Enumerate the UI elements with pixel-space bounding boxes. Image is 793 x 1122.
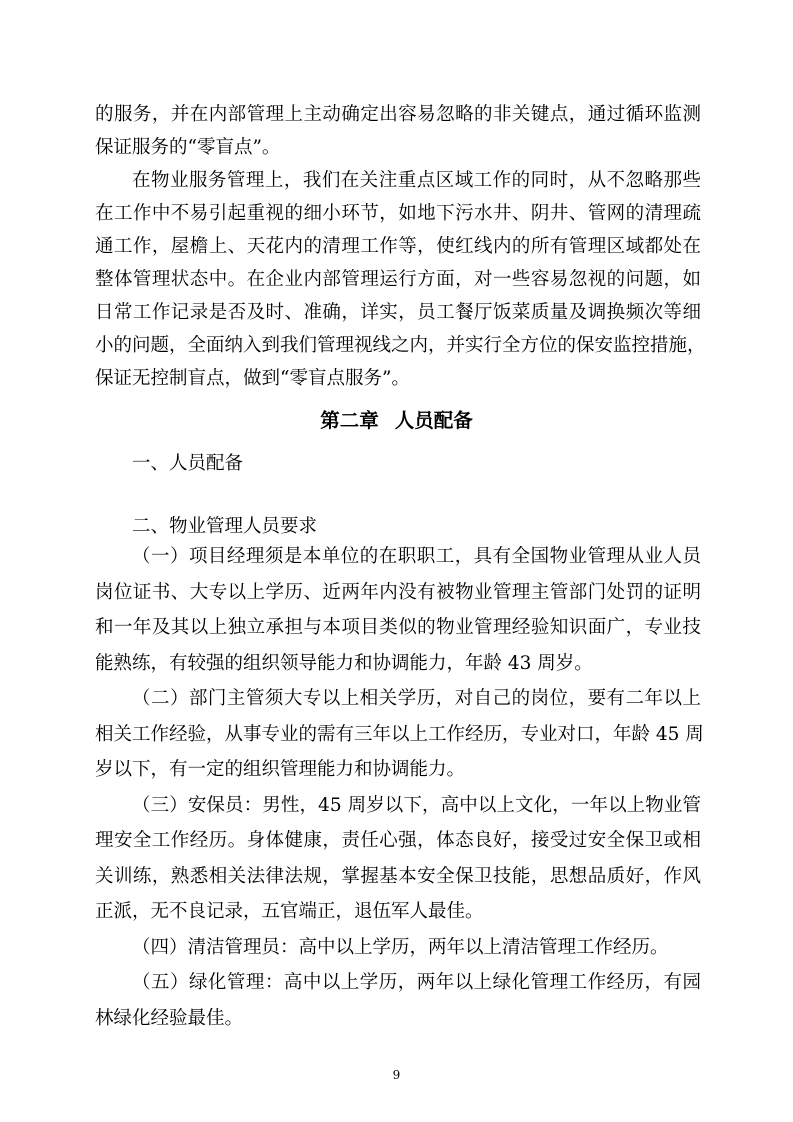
text-line: 通工作，屋檐上、天花内的清理工作等，使红线内的所有管理区域都处在 [95,236,701,257]
text-line: （一）项目经理须是本单位的在职职工，具有全国物业管理从业人员 [132,546,701,567]
text-line: 岁以下，有一定的组织管理能力和协调能力。 [95,759,466,780]
text-line: 林绿化经验最佳。 [95,1007,244,1029]
text-line: 保证服务的“零盲点”。 [95,137,281,158]
subheading-requirements: 二、物业管理人员要求 [132,516,318,537]
text-line: （四）清洁管理员：高中以上学历，两年以上清洁管理工作经历。 [132,936,669,958]
text-line: 的服务，并在内部管理上主动确定出容易忽略的非关键点，通过循环监测 [95,104,701,125]
text-line: 在物业服务管理上，我们在关注重点区域工作的同时，从不忽略那些 [132,170,701,191]
body-text-section-1 [95,104,706,403]
text-line: 日常工作记录是否及时、准确，详实，员工餐厅饭菜质量及调换频次等细 [95,302,701,323]
text-line: 关训练，熟悉相关法律法规，掌握基本安全保卫技能，思想品质好，作风 [95,865,701,887]
subheading-staffing: 一、人员配备 [132,453,244,474]
text-line: 小的问题，全面纳入到我们管理视线之内，并实行全方位的保安监控措施， [95,335,706,356]
text-line: 能熟练，有较强的组织领导能力和协调能力，年龄 43 周岁。 [95,652,593,674]
text-line: （五）绿化管理：高中以上学历，两年以上绿化管理工作经历，有园 [132,972,701,993]
text-line: 相关工作经验，从事专业的需有三年以上工作经历，专业对口，年龄 45 周 [95,723,704,745]
text-line: 整体管理状态中。在企业内部管理运行方面，对一些容易忽视的问题，如 [95,269,701,290]
page-number: 9 [392,1068,401,1082]
chapter-heading [0,405,793,433]
chapter-title: 人员配备 [394,409,473,432]
text-line: 在工作中不易引起重视的细小环节，如地下污水井、阴井、管网的清理疏 [95,203,701,224]
text-line: 理安全工作经历。身体健康，责任心强，体态良好，接受过安全保卫或相 [95,830,701,851]
text-line: 正派，无不良记录，五官端正，退伍军人最佳。 [95,901,484,922]
text-line: （三）安保员：男性，45 周岁以下，高中以上文化，一年以上物业管 [132,794,701,816]
body-text-section-2 [95,546,704,1045]
text-line: 保证无控制盲点，做到“零盲点服务”。 [95,368,410,389]
chapter-number: 第二章 [320,409,379,432]
text-line: 岗位证书、大专以上学历、近两年内没有被物业管理主管部门处罚的证明 [95,581,701,603]
text-line: （二）部门主管须大专以上相关学历，对自己的岗位，要有二年以上 [132,688,701,709]
text-line: 和一年及其以上独立承担与本项目类似的物业管理经验知识面广，专业技 [95,617,701,638]
